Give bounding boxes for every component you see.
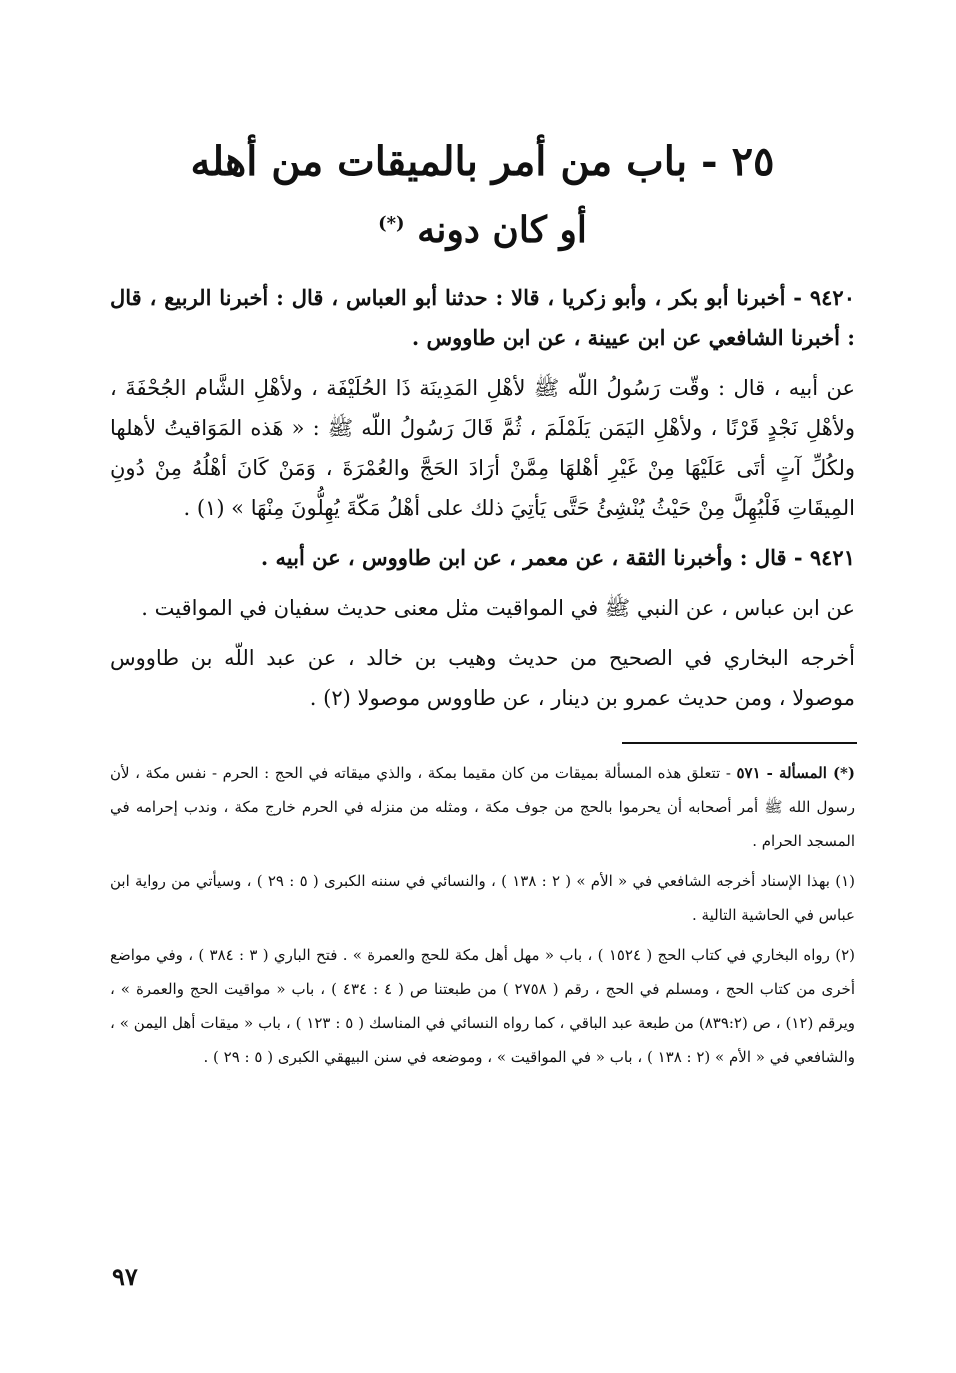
page-number: ٩٧	[112, 1262, 138, 1291]
footnote-star-label: (*) المسألة - ٥٧١	[736, 764, 855, 782]
footnote-separator-wrap	[110, 742, 855, 744]
footnote-separator	[622, 742, 857, 744]
chapter-subtitle	[110, 194, 855, 260]
takhrij-paragraph: أخرجه البخاري في الصحيح من حديث وهيب بن خالد ، عن عبد اللّه بن طاووس موصولا ، ومن حديث عمرو بن دينار ، عن طاووس موصولا (٢) .	[110, 646, 855, 710]
footnote-1: (١) بهذا الإسناد أخرجه الشافعي في « الأم » ( ٢ : ١٣٨ ) ، والنسائي في سننه الكبرى ( ٥ : ٢٩ ) ، وسيأتي من رواية ابن عباس في الحاشية التالية .	[110, 872, 856, 924]
footnote-marker: (*)	[378, 213, 405, 234]
chapter-heading	[110, 130, 855, 260]
hadith-isnad-9421: ٩٤٢١ - قال : وأخبرنا الثقة ، عن معمر ، عن ابن طاووس ، عن أبيه .	[260, 545, 855, 570]
chapter-subtitle-text: أو كان دونه	[417, 209, 587, 251]
hadith-matn-9421: عن ابن عباس ، عن النبي ﷺ في المواقيت مثل معنى حديث سفيان في المواقيت .	[141, 596, 855, 620]
hadith-isnad-9420: ٩٤٢٠ - أخبرنا أبو بكر ، وأبو زكريا ، قالا : حدثنا أبو العباس ، قال : أخبرنا الربيع ، قال : أخبرنا الشافعي عن ابن عيينة ، عن ابن طاووس .	[110, 285, 855, 350]
footnote-star	[110, 756, 855, 858]
page-body	[110, 130, 855, 1080]
footnote-star-text: - تتعلق هذه المسألة بميقات من كان مقيما بمكة ، والذي ميقاته في الحج : الحرم - نفس مكة ، لأن رسول الله ﷺ أمر أصحابه أن يحرموا بالحج من جوف مكة ، ومثله من منزله في الحرم خارج مكة ، وندب إحرامه في المسجد الحرام .	[110, 764, 855, 850]
hadith-matn-9420: عن أبيه ، قال : وقّت رَسُولُ اللّه ﷺ لأهْلِ المَدِينَة ذَا الحُلَيْفَة ، ولأهْلِ الشَّام الجُحْفَةَ ، ولأهْلِ نَجْدٍ قَرْنًا ، ولأهْلِ اليَمَن يَلَمْلَمَ ، ثُمَّ قَالَ رَسُولُ اللّه ﷺ : « هَذه المَوَاقيتُ لأهلها ولكُلِّ آتٍ أتَى عَلَيْهَا مِنْ غَيْرِ أهْلهَا مِمَّنْ أرَادَ الحَجَّ والعُمْرَةَ ، وَمَنْ كَانَ أهْلُهُ مِنْ دُونِ المِيقَاتِ فَلْيُهِلَّ مِنْ حَيْثُ يُنْشِئُ حَتَّى يَأتِيَ ذلك على أهْلُ مَكّةَ يُهِلُّونَ مِنْهَا » (١) .	[110, 376, 855, 520]
footnote-2: (٢) رواه البخاري في كتاب الحج ( ١٥٢٤ ) ، باب « مهل أهل مكة للحج والعمرة » . فتح الباري ( ٣ : ٣٨٤ ) ، وفي مواضع أخرى من كتاب الحج ، ومسلم في الحج ، رقم ( ٢٧٥٨ ) من طبعتنا ص ( ٤ : ٤٣٤ ) ، باب « مواقيت الحج والعمرة » ، ويرقم (١٢) ، ص (٨٣٩:٢) من طبعة عبد الباقي ، كما رواه النسائي في المناسك ( ٥ : ١٢٣ ) ، باب « ميقات أهل اليمن » ، والشافعي في « الأم » (٢ : ١٣٨ ) ، باب « في المواقيت » ، وموضعه في سنن البيهقي الكبرى ( ٥ : ٢٩ ) .	[110, 946, 856, 1066]
chapter-title: ٢٥ - باب من أمر بالميقات من أهله	[190, 138, 775, 185]
